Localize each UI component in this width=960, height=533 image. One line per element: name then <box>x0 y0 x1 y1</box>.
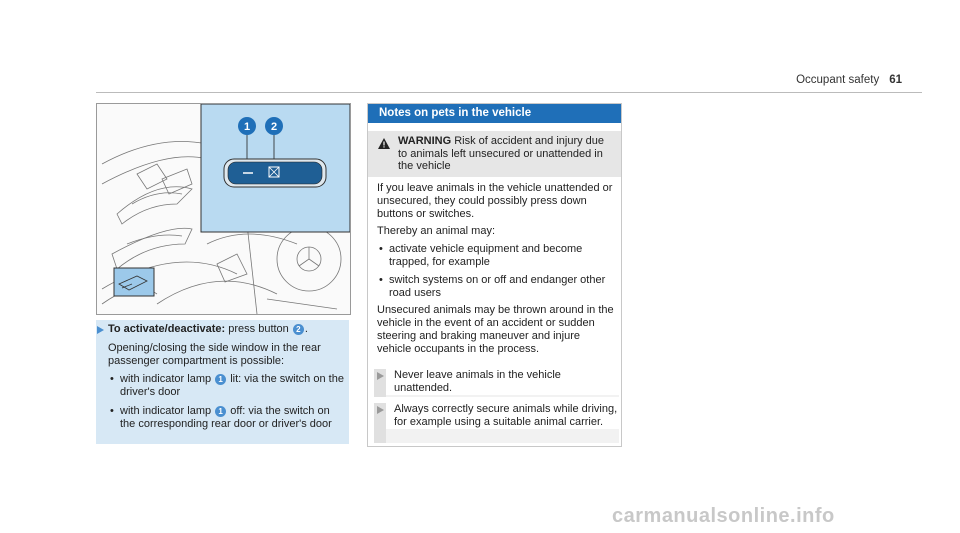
callout-ref-2: 2 <box>293 324 304 335</box>
paragraph-1: If you leave animals in the vehicle unattended or unsecured, they could possibly press down buttons or switches. <box>377 182 613 220</box>
action-label: To activate/deactivate: <box>108 323 226 335</box>
notes-body <box>377 182 617 361</box>
callout-ref-1: 1 <box>215 374 226 385</box>
paragraph-2: Thereby an animal may: <box>377 225 495 238</box>
warning-block <box>368 131 621 177</box>
action-step <box>108 323 348 336</box>
action-text: press button <box>228 323 289 335</box>
warning-text <box>398 135 613 173</box>
page-number: 61 <box>889 74 902 86</box>
note-secure-animals <box>374 403 619 443</box>
bullet-lamp-lit <box>108 373 348 399</box>
page-header <box>796 74 902 86</box>
intro-text: Opening/closing the side window in the rear passenger compartment is possible: <box>108 341 321 367</box>
activation-instructions <box>96 320 349 444</box>
door-switch-illustration <box>96 103 351 315</box>
paragraph-3: Unsecured animals may be thrown around in the vehicle in the event of an accident or sudden steering and braking maneuver and injure vehicle occupants in the process. <box>377 304 614 355</box>
note-never-leave <box>374 369 619 397</box>
warning-label: WARNING <box>398 135 452 147</box>
action-text-end: . <box>304 323 308 335</box>
note-text: Always correctly secure animals while driving, for example using a suitable animal carrier. <box>374 403 619 429</box>
bullet-text: off: via the switch on the corresponding rear door or driver's door <box>120 404 332 430</box>
callout-2: 2 <box>270 121 278 133</box>
heading-text: Notes on pets in the vehicle <box>379 107 532 119</box>
car-door-drawing <box>97 104 350 314</box>
animal-bullet-1: • activate vehicle equipment and become trapped, for example <box>377 243 617 269</box>
warning-message: Risk of accident and injury due to animals left unsecured or unattended in the vehicle <box>398 135 605 172</box>
pets-notes-box <box>367 103 622 447</box>
bullet-lamp-off <box>108 405 348 431</box>
warning-triangle-icon <box>378 138 390 149</box>
bullet-text: with indicator lamp <box>120 404 212 417</box>
callout-1: 1 <box>243 121 251 133</box>
header-rule <box>96 92 922 93</box>
section-heading <box>368 104 621 123</box>
watermark: carmanualsonline.info <box>612 505 835 527</box>
callout-ref-1: 1 <box>215 406 226 417</box>
step-arrow-icon <box>97 326 104 334</box>
note-text: Never leave animals in the vehicle unattended. <box>374 369 619 395</box>
section-title: Occupant safety <box>796 74 880 86</box>
bullet-text: lit: via the switch on the driver's door <box>120 373 344 399</box>
animal-bullet-2: • switch systems on or off and endanger other road users <box>377 274 617 300</box>
note-arrow-icon <box>377 372 384 380</box>
bullet-text: with indicator lamp <box>120 373 212 386</box>
note-arrow-icon <box>377 406 384 414</box>
